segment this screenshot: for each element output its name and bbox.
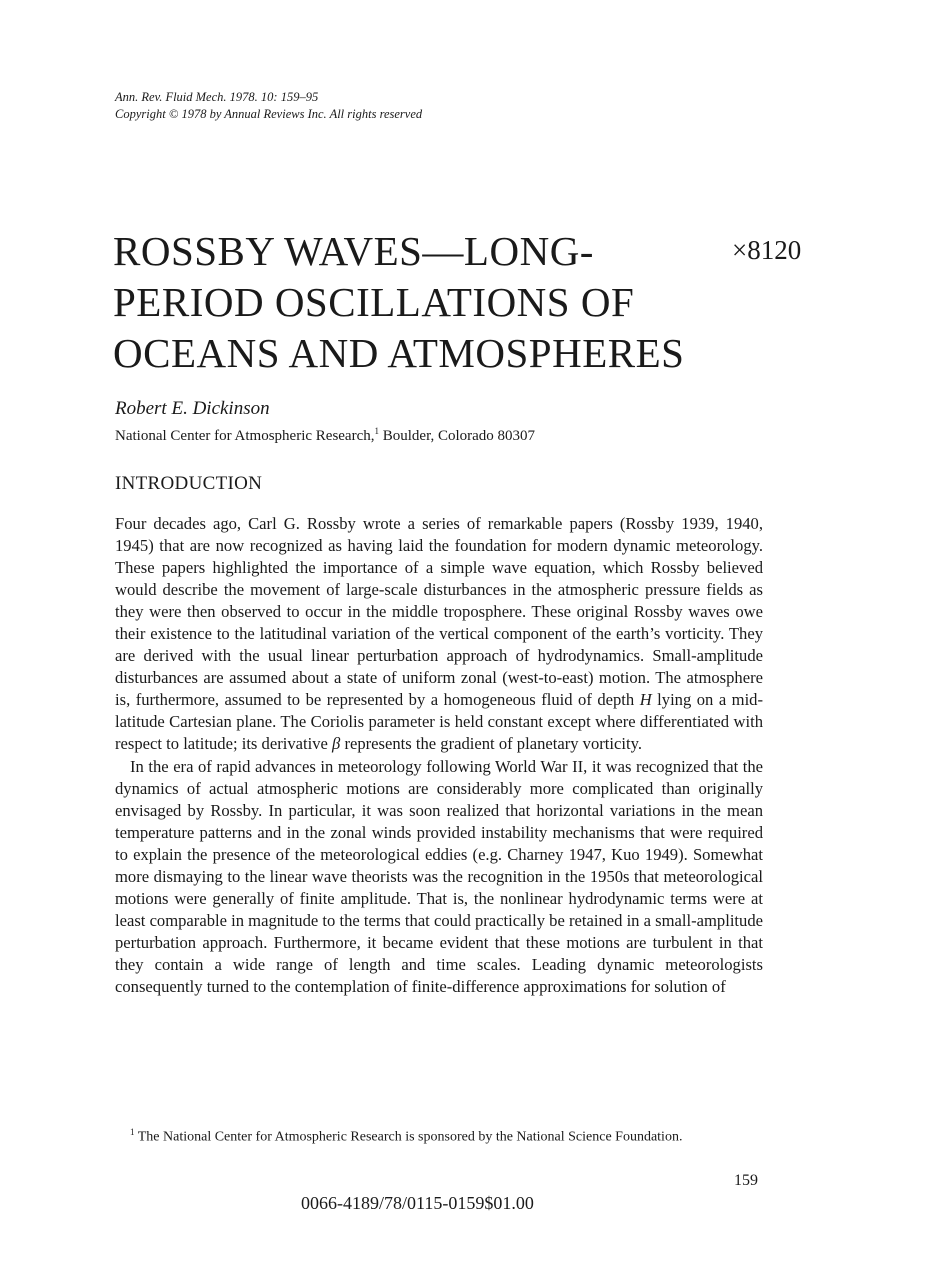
author-name: Robert E. Dickinson [115, 398, 270, 419]
article-identifier: 0066-4189/78/0115-0159$01.00 [301, 1193, 534, 1213]
page-number: 159 [734, 1172, 758, 1189]
copyright-line: Copyright © 1978 by Annual Reviews Inc. All rights reserved [115, 107, 423, 121]
title-line-1: ROSSBY WAVES—LONG- [113, 228, 594, 274]
author-affiliation [115, 426, 535, 445]
article-code: ×8120 [732, 235, 802, 265]
footnote [115, 1123, 763, 1147]
article-title [113, 226, 733, 379]
citation-line-1: Ann. Rev. Fluid Mech. 1978. 10: 159–95 [115, 90, 319, 104]
variable-h: H [639, 690, 652, 710]
paragraph-1-mid: lying on a mid-latitude Cartesian plane. The Coriolis parameter is held constant except where differentiated with respect to latitude; its derivative [115, 690, 763, 754]
symbol-beta: β [332, 734, 341, 754]
affiliation-location: Boulder, Colorado 80307 [379, 428, 536, 444]
affiliation-institution: National Center for Atmospheric Research, [115, 428, 375, 444]
body-text [115, 513, 763, 998]
paragraph-1-end: represents the gradient of planetary vorticity. [344, 734, 642, 754]
section-heading: INTRODUCTION [115, 473, 263, 494]
footnote-text: The National Center for Atmospheric Research is sponsored by the National Science Foundation. [134, 1129, 683, 1145]
paragraph-2: In the era of rapid advances in meteorology following World War II, it was recognized that the dynamics of actual atmospheric motions are considerably more complicated than originally envisaged by Rossby. In particular, it was soon realized that horizontal variations in the mean temperature patterns and in the zonal winds provided instability mechanisms that were required to explain the presence of the meteorological eddies (e.g. Charney 1947, Kuo 1949). Somewhat more dismaying to the linear wave theorists was the recognition in the 1950s that meteorological motions were generally of finite amplitude. That is, the nonlinear hydrodynamic terms were at least comparable in magnitude to the terms that could practically be retained in a small-amplitude perturbation approach. Furthermore, it became evident that these motions are turbulent in that they contain a wide range of length and time scales. Leading dynamic meteorologists consequently turned to the contemplation of finite-difference approximations for solution of [115, 756, 763, 996]
footnote-mark: 1 [130, 1127, 135, 1137]
title-line-2: PERIOD OSCILLATIONS OF [113, 279, 635, 325]
journal-citation [115, 89, 422, 123]
title-line-3: OCEANS AND ATMOSPHERES [113, 330, 685, 376]
paragraph-1 [115, 513, 763, 756]
footnote-marker: 1 [374, 426, 379, 436]
paragraph-1-text: Four decades ago, Carl G. Rossby wrote a series of remarkable papers (Rossby 1939, 1940, 1945) that are now recognized as having laid the foundation for modern dynamic meteorology. These papers highlighted the importance of a simple wave equation, which Rossby believed would describe the movement of large-scale disturbances in the atmospheric pressure fields as they were then observed to occur in the middle troposphere. These original Rossby waves owe their existence to the latitudinal variation of the vertical component of the earth’s vorticity. They are derived with the usual linear perturbation approach of hydrodynamics. Small-amplitude disturbances are assumed about a state of uniform zonal (west-to-east) motion. The atmosphere is, furthermore, assumed to be represented by a homogeneous fluid of depth [115, 514, 763, 710]
